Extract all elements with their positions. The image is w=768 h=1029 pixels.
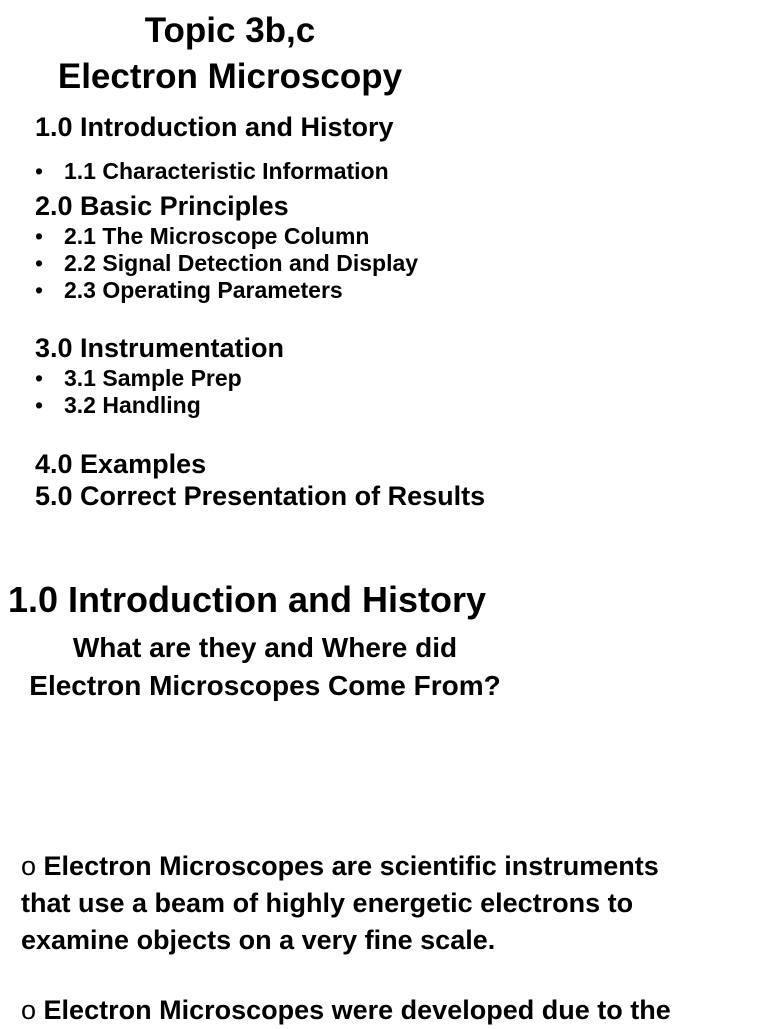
paragraph-1-line3: examine objects on a very fine scale. xyxy=(21,925,496,955)
intro-heading: 1.0 Introduction and History xyxy=(8,579,487,620)
toc-item xyxy=(35,392,201,419)
toc-item-label: 2.2 Signal Detection and Display xyxy=(64,250,419,276)
toc-title-line2: Electron Microscopy xyxy=(57,57,403,96)
circle-bullet-icon: o xyxy=(21,851,37,881)
bullet-dot-icon: • xyxy=(35,277,44,303)
bullet-dot-icon: • xyxy=(35,158,44,184)
paragraph-text: Electron Microscopes are scientific instruments xyxy=(43,851,659,881)
bullet-dot-icon: • xyxy=(35,223,44,249)
toc-item xyxy=(35,277,343,304)
toc-section-3: 3.0 Instrumentation xyxy=(35,333,285,363)
toc-title-line1: Topic 3b,c xyxy=(144,11,316,50)
toc-item xyxy=(35,250,418,277)
toc-section-1: 1.0 Introduction and History xyxy=(35,112,394,142)
circle-bullet-icon: o xyxy=(21,995,37,1025)
toc-section-5: 5.0 Correct Presentation of Results xyxy=(35,481,486,511)
bullet-dot-icon: • xyxy=(35,365,44,391)
intro-subtitle-line2: Electron Microscopes Come From? xyxy=(29,670,501,701)
toc-item-label: 1.1 Characteristic Information xyxy=(64,158,389,184)
toc-item-label: 2.1 The Microscope Column xyxy=(64,223,370,249)
toc-item xyxy=(35,223,369,250)
paragraph-2-line1 xyxy=(21,992,671,1029)
toc-item xyxy=(35,365,242,392)
toc-section-2: 2.0 Basic Principles xyxy=(35,191,289,221)
toc-item-label: 3.2 Handling xyxy=(64,392,201,418)
paragraph-text: Electron Microscopes were developed due to the xyxy=(43,995,671,1025)
toc-item-label: 3.1 Sample Prep xyxy=(64,365,242,391)
bullet-dot-icon: • xyxy=(35,392,44,418)
toc-item xyxy=(35,158,389,185)
toc-section-4: 4.0 Examples xyxy=(35,449,207,479)
toc-item-label: 2.3 Operating Parameters xyxy=(64,277,343,303)
paragraph-1-line2: that use a beam of highly energetic electrons to xyxy=(21,888,634,918)
bullet-dot-icon: • xyxy=(35,250,44,276)
paragraph-1-line1 xyxy=(21,848,659,885)
intro-subtitle-line1: What are they and Where did xyxy=(72,632,458,663)
